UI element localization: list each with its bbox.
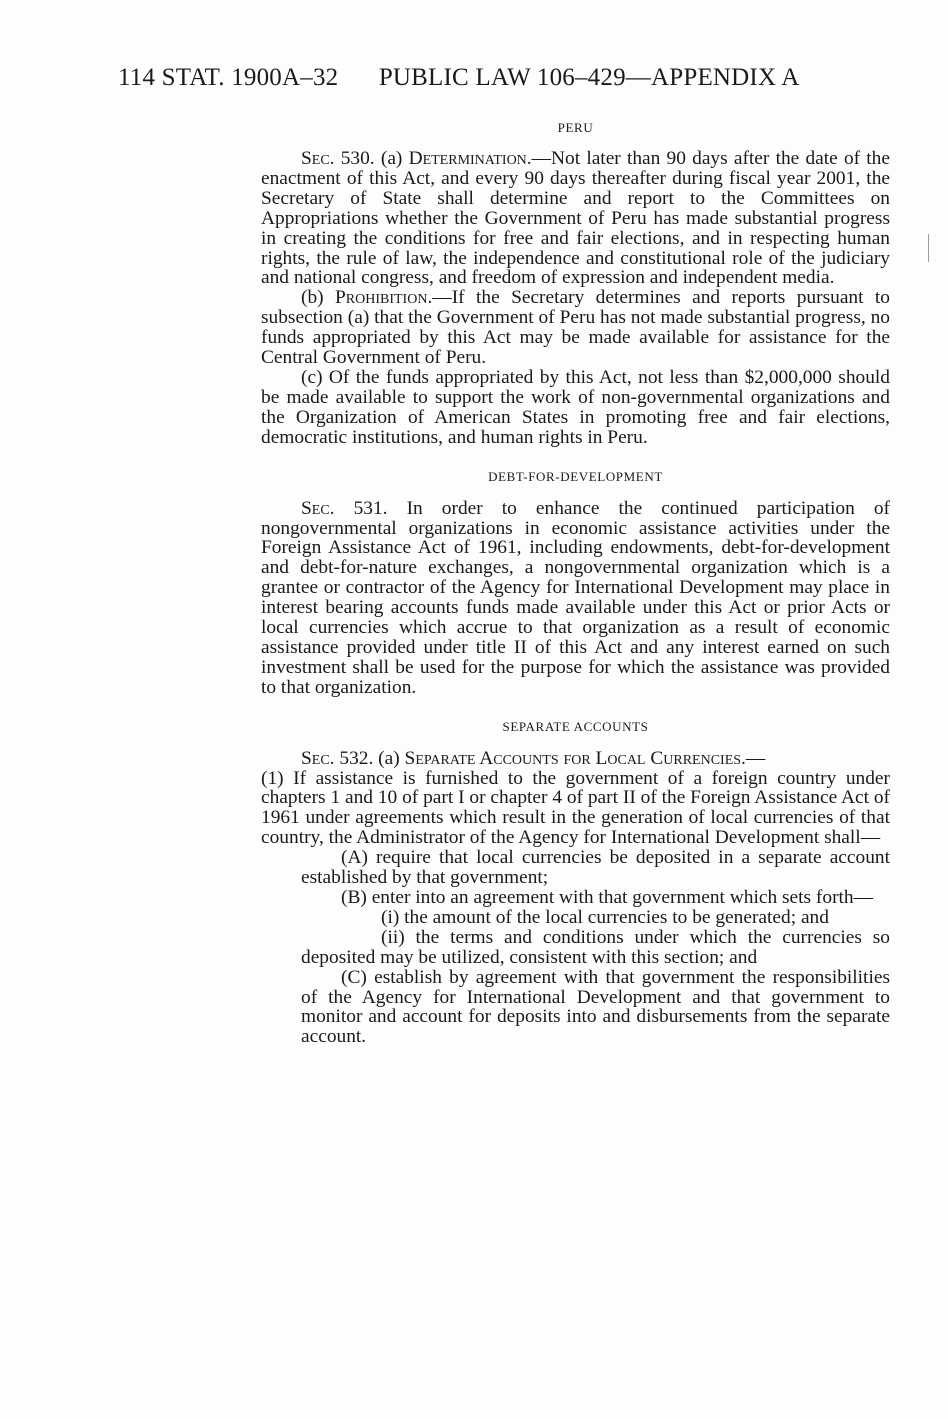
sec-532-a-1-B-ii: (ii) the terms and conditions under which the currencies so deposited may be utilized, consistent with this section; and: [301, 926, 890, 968]
sec-530-a-text: —Not later than 90 days after the date of the enactment of this Act, and every 90 days thereafter during fiscal year 2001, the Secretary of State shall determine and report to the Committees on Appropriations whether the Government of Peru has made substantial progress in creating the conditions for free and fair elections, and in respecting human rights, the rule of law, the independence and constitutional role of the judiciary and national congress, and freedom of expression and independent media.: [261, 148, 890, 289]
sec-530-b-text: —If the Secretary determines and reports pursuant to subsection (a) that the Government of Peru has not made substantial progress, no funds appropriated by this Act may be made available for assistance for the Central Government of Peru.: [261, 287, 890, 369]
sec-531-label: Sec. 531.: [301, 497, 388, 519]
running-header: [118, 64, 800, 92]
sec-530-b-title: Prohibition.: [335, 287, 433, 309]
sec-532-label: Sec. 532.: [301, 747, 374, 769]
sec-530-c: (c) Of the funds appropriated by this Act, not less than $2,000,000 should be made available to support the work of non-governmental organizations and the Organization of American States in promoting free and fair elections, democratic institutions, and human rights in Peru.: [261, 366, 890, 448]
sec-530-a: [261, 149, 890, 288]
sec-530-label: Sec. 530.: [301, 148, 375, 169]
sec-532-a-dash: —: [745, 747, 766, 769]
statute-page-number: 114 STAT. 1900A–32: [118, 64, 339, 91]
sec-532-a-label: (a): [373, 747, 405, 769]
section-heading-separate-accounts: SEPARATE ACCOUNTS: [502, 718, 649, 734]
sec-531-text: In order to enhance the continued participation of nongovernmental organizations in economic assistance activities under the Foreign Assistance Act of 1961, including endowments, debt-for-development and debt-for-nature exchanges, a nongovernmental organization which is a grantee or contractor of the Agency for International Development may place in interest bearing accounts funds made available under this Act or prior Acts or local currencies which accrue to that organization as a result of economic assistance provided under title II of this Act and any interest earned on such investment shall be used for the purpose for which the assistance was provided to that organization.: [261, 497, 890, 698]
sec-532-a-1-C: (C) establish by agreement with that government the responsibilities of the Agency for International Development and that government to monitor and account for deposits into and disbursements from the separate account.: [301, 966, 890, 1048]
sec-530-a-title: Determination.: [408, 148, 532, 169]
sec-530-b: [261, 288, 890, 368]
sec-530-a-label: (a): [380, 148, 409, 169]
document-body: [261, 116, 890, 1047]
section-heading-debt-for-development: DEBT-FOR-DEVELOPMENT: [488, 468, 663, 484]
sec-531: [261, 499, 890, 698]
sec-530-b-label: (b): [301, 287, 335, 309]
sec-532-a-1-A: (A) require that local currencies be deposited in a separate account established by that government;: [301, 847, 890, 889]
sec-532-a-1: (1) If assistance is furnished to the government of a foreign country under chapters 1 and 10 of part I or chapter 4 of part II of the Foreign Assistance Act of 1961 under agreements which result in the generation of local currencies of that country, the Administrator of the Agency for International Development shall—: [261, 767, 890, 849]
section-heading-peru: PERU: [557, 120, 594, 135]
sec-532-a-title: Separate Accounts for Local Currencies.: [404, 747, 746, 769]
scan-edge-mark: [928, 234, 929, 262]
sec-532-a-1-B: (B) enter into an agreement with that government which sets forth—: [341, 887, 874, 908]
sec-532-a: [261, 749, 890, 769]
public-law-title: PUBLIC LAW 106–429—APPENDIX A: [378, 64, 800, 91]
sec-532-a-1-B-i: (i) the amount of the local currencies to be generated; and: [381, 906, 829, 928]
